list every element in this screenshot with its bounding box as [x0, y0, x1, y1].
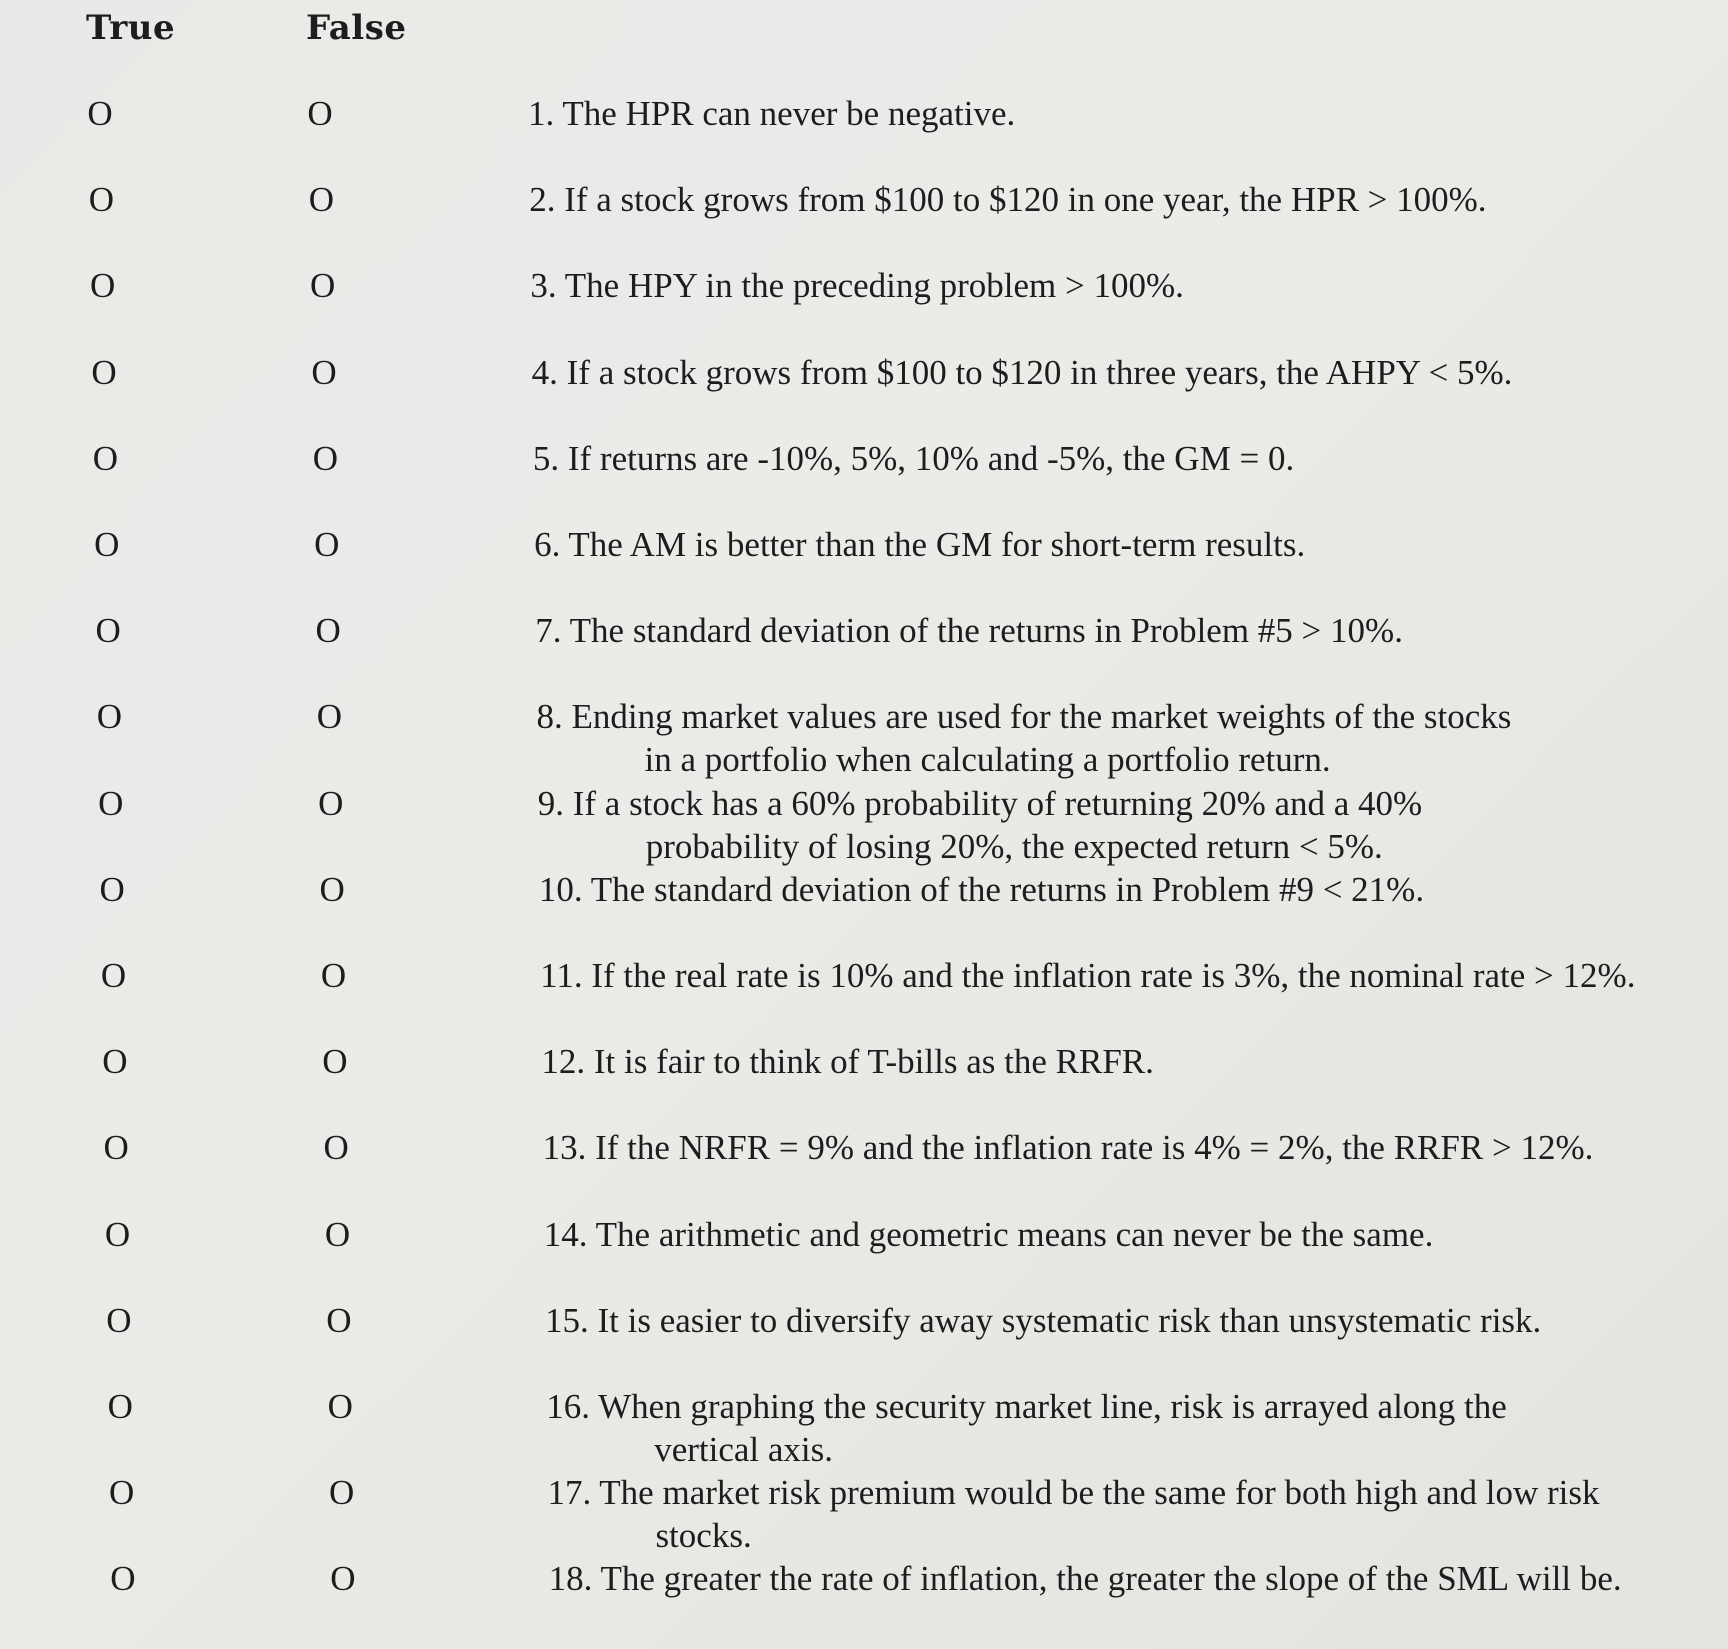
question-row: [0, 1040, 1728, 1120]
question-line: 16. When graphing the security market line, risk is arrayed along the: [546, 1387, 1507, 1426]
false-answer-bubble[interactable]: O: [322, 1042, 348, 1082]
false-answer-bubble[interactable]: O: [323, 1128, 349, 1168]
true-column-header: True: [86, 8, 176, 48]
question-text: [549, 1557, 1622, 1600]
true-answer-bubble[interactable]: O: [102, 1042, 128, 1082]
false-answer-bubble[interactable]: O: [320, 956, 347, 995]
question-line: 11. If the real rate is 10% and the inflation rate is 3%, the nominal rate > 12%.: [540, 956, 1636, 995]
true-answer-bubble[interactable]: O: [104, 1214, 131, 1254]
false-answer-bubble[interactable]: O: [307, 94, 333, 133]
question-row: [0, 92, 1728, 172]
question-row: [0, 1126, 1728, 1206]
true-answer-bubble[interactable]: O: [103, 1128, 129, 1168]
false-answer-bubble[interactable]: O: [330, 1559, 356, 1599]
question-line: 9. If a stock has a 60% probability of returning 20% and a 40%: [537, 783, 1423, 823]
question-text: [544, 1213, 1434, 1256]
question-continuation-line: probability of losing 20%, the expected return < 5%.: [645, 826, 1383, 866]
true-answer-bubble[interactable]: O: [91, 352, 117, 392]
question-text: [541, 1040, 1154, 1083]
question-row: [0, 695, 1728, 780]
question-text: [532, 351, 1513, 394]
question-text: [535, 609, 1403, 652]
question-text: [543, 1126, 1594, 1169]
question-row: [0, 1299, 1728, 1379]
question-text: [528, 92, 1015, 135]
question-row: [0, 609, 1728, 689]
question-continuation-line: stocks.: [655, 1516, 752, 1556]
question-line: 7. The standard deviation of the returns in Problem #5 > 10%.: [535, 611, 1403, 651]
true-answer-bubble[interactable]: O: [88, 180, 114, 220]
question-row: [0, 523, 1728, 603]
question-line: 1. The HPR can never be negative.: [528, 94, 1016, 133]
question-text: [539, 868, 1424, 911]
true-answer-bubble[interactable]: O: [110, 1559, 136, 1599]
question-line: 6. The AM is better than the GM for short-term results.: [534, 525, 1306, 564]
true-answer-bubble[interactable]: O: [95, 611, 121, 651]
false-column-header: False: [306, 8, 407, 48]
question-text: [545, 1299, 1541, 1342]
false-answer-bubble[interactable]: O: [318, 783, 344, 823]
question-line: 18. The greater the rate of inflation, the greater the slope of the SML will be.: [548, 1559, 1622, 1599]
question-text: [547, 1471, 1599, 1557]
question-row: [0, 437, 1728, 517]
false-answer-bubble[interactable]: O: [315, 611, 341, 651]
question-line: 4. If a stock grows from $100 to $120 in three years, the AHPY < 5%.: [531, 352, 1513, 392]
question-line: 10. The standard deviation of the returns in Problem #9 < 21%.: [538, 869, 1425, 909]
question-text: [529, 178, 1486, 221]
question-row: [0, 954, 1728, 1034]
question-line: 14. The arithmetic and geometric means can never be the same.: [543, 1214, 1434, 1254]
question-line: 2. If a stock grows from $100 to $120 in one year, the HPR > 100%.: [529, 180, 1487, 220]
question-line: 5. If returns are -10%, 5%, 10% and -5%, the GM = 0.: [532, 438, 1295, 478]
question-line: 3. The HPY in the preceding problem > 100%.: [530, 266, 1184, 306]
question-row: [0, 868, 1728, 948]
question-row: [0, 1471, 1728, 1556]
question-row: [0, 1385, 1728, 1469]
question-text: [534, 523, 1305, 566]
question-text: [533, 437, 1294, 480]
question-line: 15. It is easier to diversify away systematic risk than unsystematic risk.: [545, 1300, 1542, 1340]
false-answer-bubble[interactable]: O: [308, 180, 334, 220]
true-answer-bubble[interactable]: O: [106, 1300, 132, 1340]
question-text: [540, 954, 1635, 997]
question-continuation-line: in a portfolio when calculating a portfolio return.: [644, 740, 1331, 780]
false-answer-bubble[interactable]: O: [327, 1387, 353, 1426]
question-row: [0, 264, 1728, 344]
true-answer-bubble[interactable]: O: [107, 1387, 133, 1426]
question-text: [530, 264, 1184, 307]
false-answer-bubble[interactable]: O: [316, 697, 343, 737]
false-answer-bubble[interactable]: O: [319, 869, 345, 909]
question-text: [537, 695, 1512, 781]
true-answer-bubble[interactable]: O: [87, 94, 113, 133]
true-answer-bubble[interactable]: O: [94, 525, 120, 564]
true-answer-bubble[interactable]: O: [92, 438, 119, 478]
true-answer-bubble[interactable]: O: [98, 783, 124, 823]
false-answer-bubble[interactable]: O: [328, 1473, 355, 1513]
question-line: 17. The market risk premium would be the same for both high and low risk: [547, 1473, 1600, 1513]
question-row: [0, 178, 1728, 258]
question-line: 12. It is fair to think of T-bills as the RRFR.: [541, 1042, 1154, 1082]
question-text: [546, 1385, 1507, 1471]
question-line: 8. Ending market values are used for the market weights of the stocks: [536, 697, 1512, 737]
true-answer-bubble[interactable]: O: [96, 697, 123, 737]
true-answer-bubble[interactable]: O: [108, 1473, 135, 1513]
question-row: [0, 1557, 1728, 1637]
false-answer-bubble[interactable]: O: [311, 352, 337, 392]
true-answer-bubble[interactable]: O: [99, 869, 125, 909]
question-row: [0, 1213, 1728, 1293]
true-answer-bubble[interactable]: O: [100, 956, 127, 995]
true-answer-bubble[interactable]: O: [90, 266, 116, 306]
false-answer-bubble[interactable]: O: [326, 1300, 352, 1340]
question-line: 13. If the NRFR = 9% and the inflation rate is 4% = 2%, the RRFR > 12%.: [542, 1128, 1594, 1168]
question-row: [0, 351, 1728, 431]
false-answer-bubble[interactable]: O: [312, 438, 339, 478]
false-answer-bubble[interactable]: O: [324, 1214, 351, 1254]
question-continuation-line: vertical axis.: [654, 1430, 834, 1469]
question-row: [0, 782, 1728, 866]
false-answer-bubble[interactable]: O: [310, 266, 336, 306]
false-answer-bubble[interactable]: O: [314, 525, 340, 564]
question-text: [538, 782, 1423, 868]
